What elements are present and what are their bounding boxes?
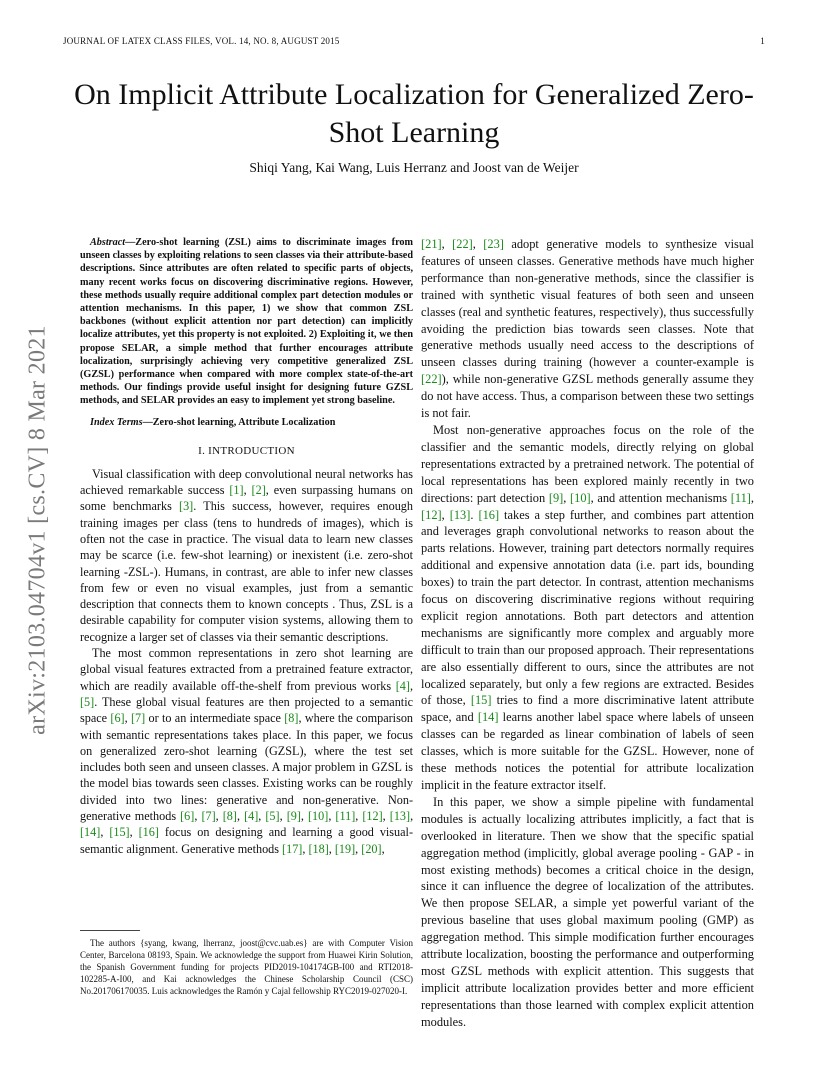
- citation-link[interactable]: [1]: [229, 483, 244, 498]
- citation-link[interactable]: [2]: [251, 483, 266, 498]
- index-terms-text: —Zero-shot learning, Attribute Localization: [142, 416, 336, 428]
- citation-link[interactable]: [23]: [483, 237, 504, 251]
- citation-link[interactable]: [8]: [284, 711, 299, 726]
- citation-link[interactable]: [3]: [179, 499, 194, 514]
- paper-title: On Implicit Attribute Localization for Generalized Zero-Shot Learning: [74, 78, 754, 149]
- citation-link[interactable]: [14]: [80, 825, 101, 840]
- right-column: [421, 236, 754, 1031]
- page-number: 1: [760, 36, 765, 46]
- citation-link[interactable]: [17]: [282, 841, 303, 856]
- arxiv-stamp-text: arXiv:2103.04704v1 [cs.CV] 8 Mar 2021: [24, 325, 51, 735]
- left-column: [80, 236, 413, 857]
- citation-link[interactable]: [7]: [130, 711, 146, 726]
- paragraph: Most non-generative approaches focus on the role of the classifier and the semantic models, directly relying on global representations extracted by a pretrained network. The potential of local representations has been explored mainly recently in two directions: part detection [9], [10], and attention mechanisms [11], [12], [13]. [16] takes a step further, and combines part attention and leverages graph convolutional networks to reason about the parts relations. However, training part detectors normally requires additional and expensive annotation data (i.e. part ids, bounding boxes) to train the part detector. In contrast, attention mechanisms focus on discovering discriminative regions without requiring explicit region annotations. Both part detectors and attention mechanisms are significantly more complex and arguably more difficult to train than our proposed approach. Their representations are also essentially different to ours, since the attributes are not localized separately, but only a few regions are extracted. Besides of those, [15] tries to find a more discriminative latent attribute space, and [14] learns another label space where labels of unseen classes can be regarded as linear combination of labels of seen classes, which is more suitable for the GZSL. However, none of these methods notices the potential for attribute localization implicit in the feature extractor itself.: [421, 422, 754, 792]
- citation-link[interactable]: [15]: [109, 825, 130, 840]
- citation-link[interactable]: [22]: [421, 372, 442, 387]
- citation-link[interactable]: [11]: [335, 808, 356, 823]
- citation-link[interactable]: [12]: [362, 808, 383, 823]
- citation-link[interactable]: [5]: [80, 694, 95, 709]
- journal-header: JOURNAL OF LATEX CLASS FILES, VOL. 14, NO. 8, AUGUST 2015: [63, 36, 340, 46]
- citation-link[interactable]: [5]: [265, 808, 280, 823]
- citation-link[interactable]: [9]: [548, 490, 564, 505]
- citation-link[interactable]: [12]: [421, 507, 442, 522]
- citation-link[interactable]: [4]: [395, 678, 410, 693]
- citation-link[interactable]: [7]: [201, 808, 216, 823]
- footnote: The authors {syang, kwang, lherranz, joost@cvc.uab.es} are with Computer Vision Center, Barcelona 08193, Spain. We acknowledge the support from Huawei Kirin Solution, the Spanish Government funding for projects PID2019-104174GB-I00 and RTI2018-102285-A-I00, and Kai acknowledges the Chinese Scholarship Council (CSC) No.201706170035. Luis acknowledges the Ramón y Cajal fellowship RYC2019-027020-I.: [80, 938, 413, 996]
- citation-link[interactable]: [8]: [222, 808, 237, 823]
- citation-link[interactable]: [6]: [180, 808, 195, 823]
- citation-link[interactable]: [18]: [308, 841, 329, 856]
- citation-link[interactable]: [15]: [470, 693, 492, 708]
- abstract-text: —Zero-shot learning (ZSL) aims to discriminate images from unseen classes by exploiting relations to seen classes via their attribute-based descriptions. Since attributes are often related to specific parts of objects, many recent works focus on discovering discriminative regions. However, these methods usually require additional complex part detection modules or attention mechanisms. In this paper, 1) we show that common ZSL backbones (without explicit attention nor part detection) can implicitly localize attributes, yet this property is not exploited. 2) Exploiting it, we then propose SELAR, a simple method that further encourages attribute localization, surprisingly achieving very competitive generalized ZSL (GZSL) performance when compared with more complex state-of-the-art methods. Our findings provide useful insight for designing future GZSL methods, and SELAR provides an easy to implement yet strong baseline.: [80, 237, 413, 407]
- paragraph: In this paper, we show a simple pipeline with fundamental modules is actually localizing attributes implicitly, a fact that is overlooked in literature. Then we show that the specific spatial aggregation method (implicitly, global average pooling - GAP - in most existing methods) becomes a critical choice in the design, since it can influence the degree of localization of the attributes. We then propose SELAR, a simple yet powerful variant of the previous baseline that uses global maximum pooling (GMP) as aggregation method. This simple modification further encourages attribute localization, boosting the performance and outperforming most GZSL methods with explicit attention. This suggests that implicit attribute localization provides better and more efficient representations than those learned with complex explicit attention modules.: [421, 794, 754, 1029]
- paragraph: [21], [22], [23] adopt generative models to synthesize visual features of unseen classes. Generative methods have much higher performance than non-generative methods, since the classifier is trained with synthetic visual features of both seen and unseen classes (real and synthetic features, respectively), thus successfully avoiding the prediction bias towards seen classes. Note that generative methods usually need access to the descriptions of unseen classes during training (however a counter-example is [22]), while non-generative GZSL methods generally assume they do not have access. Thus, a comparison between these two settings is not fair.: [421, 237, 754, 421]
- section-heading: I. INTRODUCTION: [198, 444, 295, 457]
- citation-link[interactable]: [14]: [477, 710, 499, 725]
- arxiv-stamp: [8, 290, 68, 770]
- citation-link[interactable]: [10]: [570, 490, 591, 505]
- index-terms: [80, 416, 413, 429]
- paragraph: The most common representations in zero shot learning are global visual features extracted from a pretrained feature extractor, which are readily available off-the-shelf from previous works [4], [5]. These global visual features are then projected to a semantic space [6], [7] or to an intermediate space [8], where the comparison with semantic representations takes place. In this paper, we focus on generalized zero-shot learning (GZSL), where the test set includes both seen and unseen classes. A major problem in GZSL is the model bias towards seen classes. Existing works can be roughly divided into two lines: generative and non-generative. Non-generative methods [6], [7], [8], [4], [5], [9], [10], [11], [12], [13], [14], [15], [16] focus on designing and learning a good visual-semantic alignment. Generative methods [17], [18], [19], [20],: [80, 646, 414, 856]
- citation-link[interactable]: [11]: [730, 490, 751, 505]
- footnote-rule: [80, 930, 140, 931]
- citation-link[interactable]: [6]: [110, 711, 125, 726]
- abstract-label: Abstract: [90, 237, 126, 248]
- citation-link[interactable]: [20]: [361, 841, 382, 856]
- citation-link[interactable]: [10]: [308, 808, 329, 823]
- running-header: [63, 36, 765, 50]
- citation-link[interactable]: [4]: [244, 808, 259, 823]
- citation-link[interactable]: [13]: [449, 507, 471, 522]
- citation-link[interactable]: [9]: [286, 808, 301, 823]
- index-terms-label: Index Terms: [90, 416, 143, 428]
- citation-link[interactable]: [19]: [334, 841, 356, 856]
- citation-link[interactable]: [16]: [138, 825, 159, 840]
- citation-link[interactable]: [22]: [452, 237, 473, 251]
- citation-link[interactable]: [16]: [478, 507, 500, 522]
- citation-link[interactable]: [13]: [389, 808, 411, 823]
- citation-link[interactable]: [21]: [421, 237, 442, 251]
- paragraph: Visual classification with deep convolutional neural networks has achieved remarkable success [1], [2], even surpassing humans on some benchmarks [3]. This success, however, requires enough training images per class (tens to hundreds of images), which is often not the case in practice. The visual data to learn new classes may be scarce (i.e. few-shot learning) or inexistent (i.e. zero-shot learning -ZSL-). Humans, in contrast, are able to infer new classes from few or even no visual examples, just from a semantic description that connects them to known concepts . Thus, ZSL is a desirable capability for computer vision systems, allowing them to recognize a larger set of classes via their semantic descriptions.: [80, 466, 413, 644]
- author-list: Shiqi Yang, Kai Wang, Luis Herranz and Joost van de Weijer: [249, 160, 579, 175]
- abstract: [80, 236, 413, 408]
